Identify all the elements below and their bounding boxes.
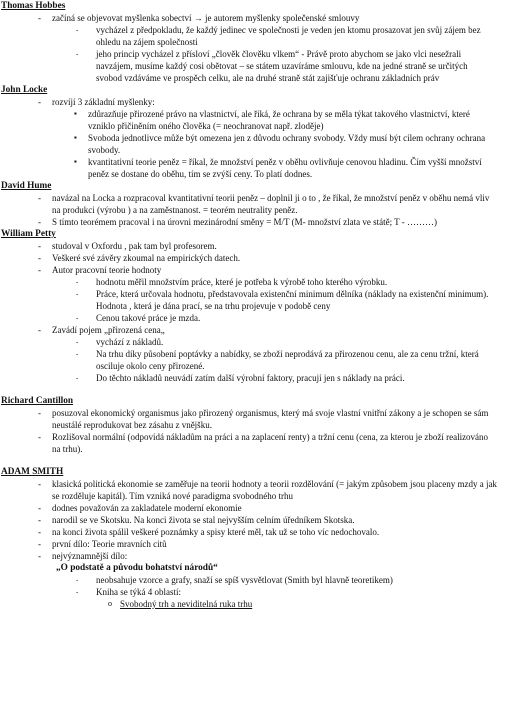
- section-petty: [0, 228, 517, 384]
- item-text: nejvýznamnější dílo:: [52, 551, 128, 561]
- bullet-dash: -: [38, 97, 41, 107]
- item-text: narodil se ve Skotsku. Na konci života se stal nejvyšším celním úředníkem Skotska.: [52, 515, 355, 525]
- bullet-dash: -: [76, 26, 79, 34]
- item-text: S tímto teorémem pracoval i na úrovni mezinárodní směny = M/T (M- množství zlata ve státě; T - ………): [52, 217, 437, 227]
- list-item: [0, 48, 517, 84]
- item-text: rozvíjí 3 základní myšlenky:: [52, 97, 155, 107]
- section-hume: [0, 180, 517, 228]
- item-text: Rozlišoval normální (odpovídá nákladům na práci a na zaplacení renty) a tržní cenu (cena, za kterou je zboží realizováno na trhu).: [52, 432, 489, 454]
- bullet-dash: -: [38, 408, 41, 418]
- list-item: [0, 12, 517, 24]
- list-item: [0, 574, 517, 586]
- item-text: Autor pracovní teorie hodnoty: [52, 265, 162, 275]
- list-item: [0, 276, 517, 288]
- bullet-dash: -: [76, 576, 79, 584]
- list-item: [0, 526, 517, 538]
- bullet-dash: -: [38, 539, 41, 549]
- spacer: [0, 455, 517, 466]
- item-text: první dílo: Teorie mravních citů: [52, 539, 167, 549]
- section-title-smith: ADAM SMITH: [1, 467, 64, 477]
- bullet-dash: -: [38, 432, 41, 442]
- bullet-dash: -: [76, 290, 79, 298]
- bullet-dash: -: [38, 13, 41, 23]
- item-text: zdůrazňuje přirozené právo na vlastnictví, ale říká, že ochrana by se měla týkat takového vlastnictví, které vzniklo přičiněním oného člověka (= neochranovat např. zloděje): [88, 109, 470, 131]
- bullet-dash: -: [76, 314, 79, 322]
- list-item: [0, 598, 517, 610]
- item-text: vychází z nákladů.: [96, 337, 164, 347]
- bullet-dash: -: [38, 193, 41, 203]
- spacer: [0, 384, 517, 395]
- item-text: Cenou takové práce je mzda.: [96, 313, 201, 323]
- list-item: [0, 514, 517, 526]
- item-text: Veškeré své závěry zkoumal na empirických datech.: [52, 253, 241, 263]
- bullet-dash: -: [38, 527, 41, 537]
- bullet-dash: -: [76, 374, 79, 382]
- section-smith: [0, 466, 517, 610]
- section-title-hobbes: Thomas Hobbes: [1, 1, 66, 11]
- bullet-dash: -: [76, 50, 79, 58]
- list-item: [0, 431, 517, 455]
- bullet-dash: -: [38, 503, 41, 513]
- section-title-cantillon: Richard Cantillon: [1, 396, 74, 406]
- list-item: [0, 324, 517, 336]
- bullet-dash: -: [38, 479, 41, 489]
- list-item: [0, 336, 517, 348]
- list-item: [0, 550, 517, 562]
- bullet-dash: -: [76, 338, 79, 346]
- item-text: vycházel z předpokladu, že každý jedinec ve společnosti je veden jen ktomu prosazovat jen svůj zájem bez ohledu na zájem společnosti: [96, 25, 481, 47]
- list-item: [0, 372, 517, 384]
- list-item: [0, 586, 517, 598]
- item-text: Do těchto nákladů neuvádí zatím další výrobní faktory, pracují jen s náklady na práci.: [96, 373, 405, 383]
- list-item: [0, 502, 517, 514]
- bullet-circle: o: [108, 599, 112, 608]
- list-item: [0, 240, 517, 252]
- list-item: [0, 156, 517, 180]
- list-item: [0, 252, 517, 264]
- section-cantillon: [0, 395, 517, 455]
- list-item: [0, 538, 517, 550]
- item-text: kvantitativní teorie peněz = říkal, že množství peněz v oběhu ovlivňuje cenovou hladinu. Čím vyšší množství peněz se dostane do oběhu, tím se zvýší ceny. To platí dodnes.: [88, 157, 482, 179]
- item-text: Kniha se týká 4 oblastí:: [96, 587, 181, 597]
- item-text: Zavádí pojem „přirozená cena„: [52, 325, 165, 335]
- section-title-locke: John Locke: [1, 85, 48, 95]
- item-text: Svoboda jednotlivce může být omezena jen z důvodu ochrany svobody. Vždy musí být cílem ochrany ochrana svobody.: [88, 133, 486, 155]
- list-item: [0, 407, 517, 431]
- item-text: Práce, která určovala hodnotu, představovala existenční minimum dělníka (náklady na existenční minimum). Hodnota , která je dána prací, se na trhu projevuje v podobě ceny: [96, 289, 489, 311]
- item-text: začíná se objevovat myšlenka sobectví → je autorem myšlenky společenské smlouvy: [52, 13, 360, 23]
- bullet-dash: -: [38, 241, 41, 251]
- section-hobbes: [0, 0, 517, 84]
- item-text: na konci života spálil veškeré poznámky a spisy které měl, tak už se toho víc nedochovalo.: [52, 527, 380, 537]
- bullet-square: ▪: [74, 133, 77, 142]
- list-item: [0, 108, 517, 132]
- bullet-dash: -: [38, 325, 41, 335]
- item-text: dodnes považován za zakladatele moderní ekonomie: [52, 503, 242, 513]
- item-text: jeho princip vycházel z přísloví „člověk člověku vlkem“ - Právě proto abychom se jako vlci nesežrali navzájem, musíme každý cosi obětovat – se státem uzavíráme smlouvu, kde na jedné straně se určitých svobod vzdáváme ve prospěch celku, ale na druhé straně stát zajišťuje ochranu základních práv: [96, 49, 468, 83]
- list-item: [0, 192, 517, 216]
- list-item: [0, 348, 517, 372]
- bullet-dash: -: [76, 350, 79, 358]
- bullet-dash: -: [38, 217, 41, 227]
- list-item: [0, 312, 517, 324]
- item-text: navázal na Locka a rozpracoval kvantitativní teorii peněz – doplnil ji o to , že říkal, že množství peněz v oběhu nemá vliv na produkci (výrobu ) a na zaměstnanost. = teorém neutrality peněz.: [52, 193, 490, 215]
- bullet-square: ▪: [74, 157, 77, 166]
- bullet-dash: -: [76, 588, 79, 596]
- bullet-dash: -: [38, 265, 41, 275]
- list-item: [0, 478, 517, 502]
- item-text: posuzoval ekonomický organismus jako přirozený organismus, který má svoje vlastní vnitřní zákony a je schopen se sám neustálé reprodukovat bez zásahu z vnějšku.: [52, 408, 489, 430]
- section-title-hume: David Hume: [1, 181, 52, 191]
- bullet-square: ▪: [74, 109, 77, 118]
- bullet-dash: -: [38, 515, 41, 525]
- item-text: Svobodný trh a neviditelná ruka trhu: [120, 599, 253, 609]
- item-text: klasická politická ekonomie se zaměřuje na teorii hodnoty a teorii rozdělování (= jakým způsobem jsou placeny mzdy a jak se rozděluje kapitál). Tím vzniká nové paradigma svobodného trhu: [52, 479, 497, 501]
- section-locke: [0, 84, 517, 180]
- book-title: „O podstatě a původu bohatství národů“: [56, 563, 218, 573]
- bullet-dash: -: [76, 278, 79, 286]
- list-item: [0, 216, 517, 228]
- list-item: [0, 288, 517, 312]
- list-item: [0, 24, 517, 48]
- bullet-dash: -: [38, 551, 41, 561]
- bullet-dash: -: [38, 253, 41, 263]
- list-item: [0, 264, 517, 276]
- item-text: neobsahuje vzorce a grafy, snaží se spíš vysvětlovat (Smith byl hlavně teoretikem): [96, 575, 393, 585]
- item-text: hodnotu měřil množstvím práce, které je potřeba k výrobě toho kterého výrobku.: [96, 277, 388, 287]
- list-item: [0, 96, 517, 108]
- section-title-petty: William Petty: [1, 229, 56, 239]
- item-text: Na trhu díky působení poptávky a nabídky, se zboží neprodává za přirozenou cenu, ale za cenu tržní, která osciluje okolo ceny přirozené.: [96, 349, 479, 371]
- item-text: studoval v Oxfordu , pak tam byl profesorem.: [52, 241, 217, 251]
- list-item: [0, 132, 517, 156]
